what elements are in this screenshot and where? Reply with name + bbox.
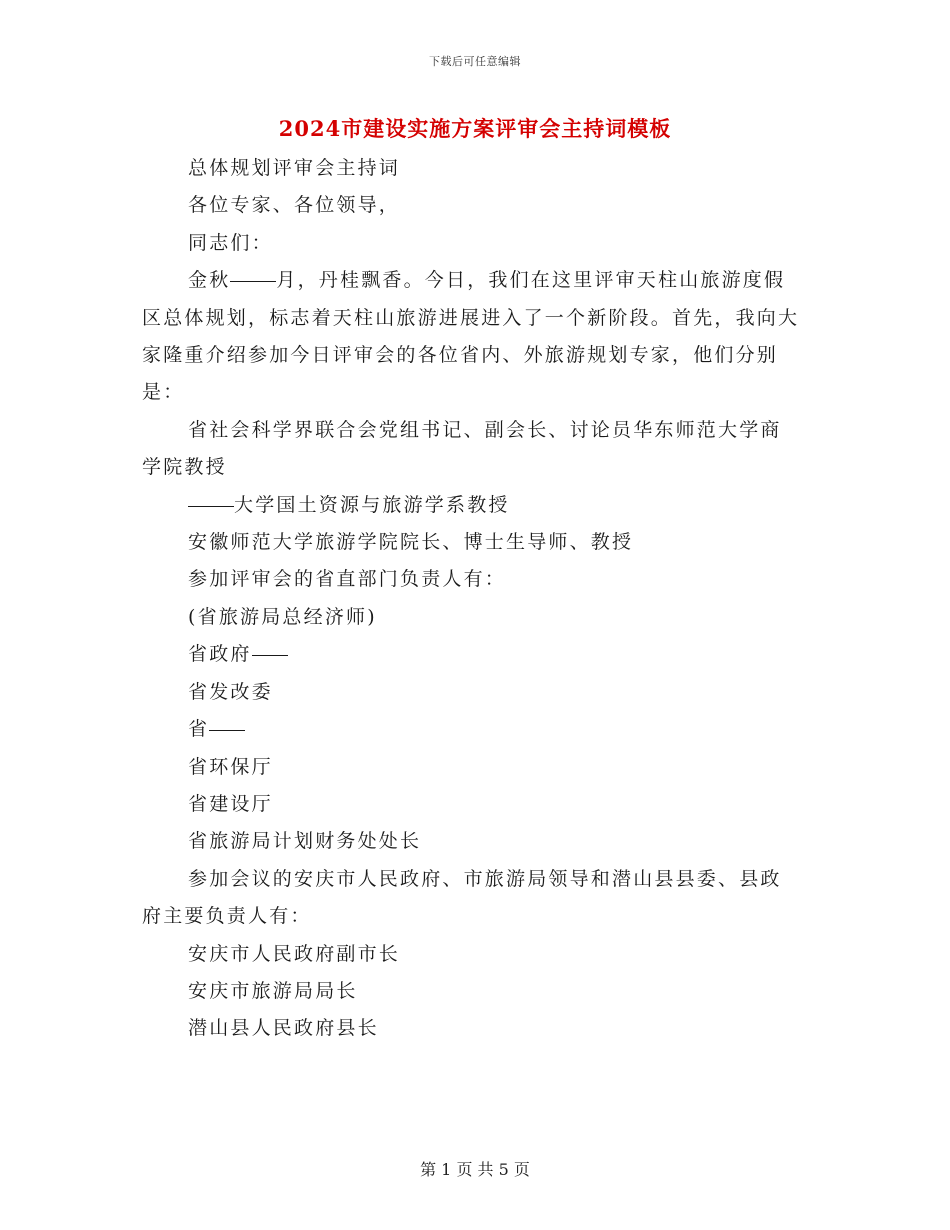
provincial-government-text: 省政府 [188,643,252,666]
fill-blank [188,486,234,507]
paragraph-vice-mayor: 安庆市人民政府副市长 [188,942,401,965]
paragraph-expert-3: 安徽师范大学旅游学院院长、博士生导师、教授 [188,531,634,554]
province-text: 省 [188,718,210,741]
opening-text-rest: 月，丹桂飘香。今日，我们在这里评审天柱山旅游度假区总体规划，标志着天柱山旅游进展进入了一个新阶段。首先，我向大家隆重介绍参加今日评审会的各位省内、外旅游规划专家，他们分别是： [142,269,800,404]
paragraph-subtitle: 总体规划评审会主持词 [188,157,401,179]
paragraph-tourism-director: 安庆市旅游局局长 [188,979,358,1002]
paragraph-expert-2 [142,487,802,524]
paragraph-province-blank [142,711,802,748]
fill-blank [209,710,245,731]
paragraph-environment-dept: 省环保厅 [188,755,273,778]
document-title: 2024市建设实施方案评审会主持词模板 [278,116,672,141]
paragraph-comrades: 同志们： [188,231,273,254]
page-number: 第 1 页 共 5 页 [420,1160,530,1179]
document-body [142,150,802,1048]
paragraph-opening [142,262,802,412]
paragraph-construction-dept: 省建设厅 [188,792,273,815]
header-note: 下载后可任意编辑 [429,55,521,68]
paragraph-development-commission: 省发改委 [188,680,273,703]
paragraph-finance-director: 省旅游局计划财务处处长 [188,830,422,853]
opening-text-start: 金秋 [188,269,231,292]
paragraph-county-head: 潜山县人民政府县长 [188,1017,379,1040]
paragraph-expert-1: 省社会科学界联合会党组书记、副会长、讨论员华东师范大学商学院教授 [142,418,782,479]
paragraph-provincial-heading: 参加评审会的省直部门负责人有： [188,568,507,591]
expert-2-text: 大学国土资源与旅游学系教授 [234,493,510,516]
paragraph-city-heading: 参加会议的安庆市人民政府、市旅游局领导和潜山县县委、县政府主要负责人有： [142,867,782,928]
paragraph-provincial-government [142,636,802,673]
paragraph-greeting: 各位专家、各位领导， [188,194,401,217]
paragraph-tourism-economist: (省旅游局总经济师) [188,605,377,628]
fill-blank [230,261,276,282]
fill-blank [252,635,288,656]
